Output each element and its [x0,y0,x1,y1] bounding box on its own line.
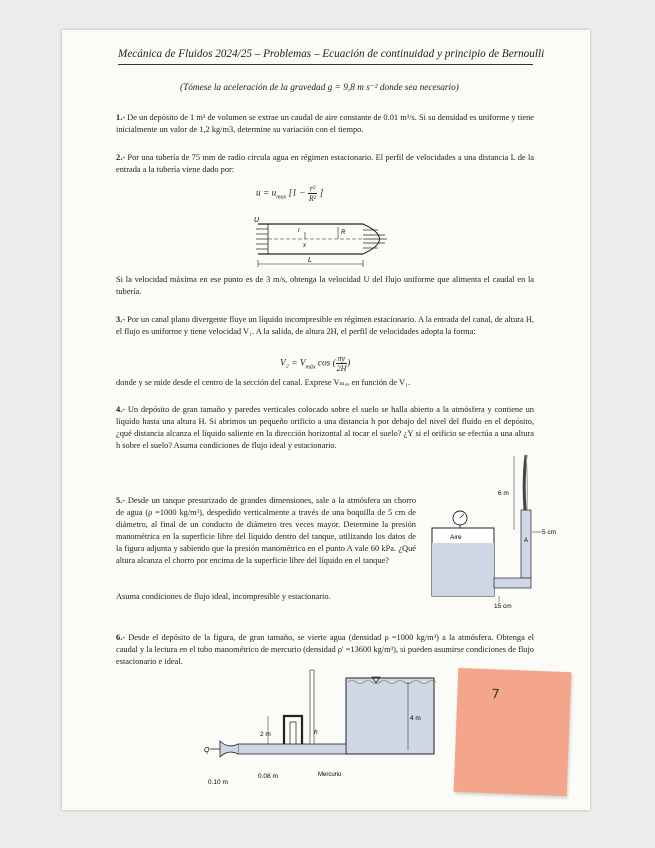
problem-2-followup: Si la velocidad máxima en ese punto es de 3 m/s, obtenga la velocidad U del flujo uniforme que alimenta el caudal en la tubería. [116,275,534,296]
problem-3: 3.- Por un canal plano divergente fluye un líquido incompresible en régimen estacionario. A la entrada del canal, de altura H, el flujo es uniforme y tiene velocidad V₁. A la salida, de altura 2H, el perfil de velocidades adopta la forma: [116,315,534,336]
svg-text:2 m: 2 m [260,731,271,738]
label-U: U [254,217,260,224]
reservoir-manometer-figure [198,668,448,790]
problem-1: 1.- De un depósito de 1 m³ de volumen se extrae un caudal de aire constante de 0.01 m³/s. Si su densidad es uniforme y tiene inicialmente un valor de 1,2 kg/m3, determine su variación con el tiempo. [116,113,534,134]
equation-velocity-profile: $u = u_{max}$ [1 − $\frac{\text{r²}}{\text{R²}}$ ] [256,184,324,203]
svg-text:R: R [341,230,346,236]
svg-text:Q: Q [204,747,210,754]
equation-channel-profile: $V_2 = V_{máx}$ cos ( $\frac{\pi y}{2H}$ ) [280,354,351,373]
svg-text:r: r [298,228,300,234]
tank-jet-figure [424,450,574,616]
problem-2: 2.- Por una tubería de 75 mm de radio circula agua en régimen estacionario. El perfil de velocidades a una distancia L de la entrada a la tubería viene dado por: [116,153,535,174]
header-rule [118,64,533,65]
svg-text:0.10 m: 0.10 m [208,779,228,786]
svg-text:5 cm: 5 cm [542,529,557,536]
svg-text:h: h [314,729,318,736]
svg-text:L: L [308,257,312,264]
problem-5: 5.- Desde un tanque presurizado de grandes dimensiones, sale a la atmósfera un chorro de agua (ρ =1000 kg/m³), despedido verticalmente a través de una boquilla de 5 cm de diámetro, al final de un conducto de diámetro tres veces mayor. Determine la presión manométrica en la superficie libre del líquido dentro del tanque, utilizando los datos de la figura adjunta y sabiendo que la presión manométrica en el punto A vale 60 kPa. ¿Qué altura alcanza el chorro por encima de la superficie libre del líquido en el tanque? [116,496,417,565]
svg-text:Mercurio: Mercurio [318,772,342,778]
svg-text:15 cm: 15 cm [494,603,512,610]
page-title: Mecánica de Fluidos 2024/25 – Problemas – Ecuación de continuidad y principio de Bernoulli [118,48,545,60]
problem-4: 4.- Un depósito de gran tamaño y paredes verticales colocado sobre el suelo se halla abierto a la atmósfera y contiene un líquido hasta una altura H. Si abrimos un pequeño orificio a una distancia h por debajo del nivel del fluido en el depósito, ¿qué distancia alcanza el líquido saliente en la dirección horizontal al tocar el suelo? ¿Y si el orificio se efectúa a una altura h sobre el suelo? Asuma condiciones de flujo ideal y estacionario. [116,405,534,450]
pipe-figure [248,212,398,270]
svg-text:0.08 m: 0.08 m [258,773,278,780]
svg-text:4 m: 4 m [410,715,421,722]
svg-text:6 m: 6 m [498,490,509,497]
gravity-note: (Tómese la aceleración de la gravedad g = 9,8 m s⁻² donde sea necesario) [180,83,459,93]
problem-6: 6.- Desde el depósito de la figura, de gran tamaño, se vierte agua (densidad ρ =1000 kg/m³) a la atmósfera. Obtenga el caudal y la lectura en el tubo manométrico de mercurio (densidad ρ' =13600 kg/m³), si pueden asumirse condiciones de flujo estacionario e ideal. [116,633,535,666]
svg-text:Aire: Aire [450,534,462,541]
problem-5-followup: Asuma condiciones de flujo ideal, incompresible y estacionario. [116,592,331,601]
problem-3-followup: donde y se mide desde el centro de la sección del canal. Exprese Vₘₐₓ en función de V₁. [116,378,411,387]
sticky-note: 7 [454,668,572,796]
svg-text:x: x [303,243,306,249]
svg-text:A: A [524,538,529,544]
